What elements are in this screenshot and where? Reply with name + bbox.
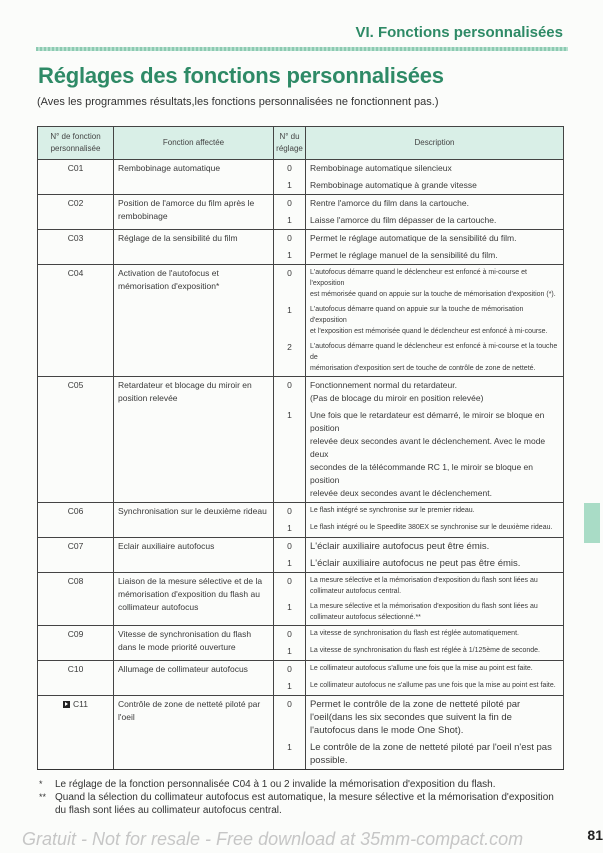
setting-description-cell — [306, 626, 564, 644]
setting-description-cell — [306, 599, 564, 626]
header-setting-number — [274, 127, 306, 160]
function-name: Vitesse de synchronisation du flash dans le mode priorité ouverture — [114, 626, 274, 661]
setting-description: Laisse l'amorce du film dépasser de la cartouche. — [310, 215, 497, 225]
section-side-tab — [584, 503, 600, 543]
page-number: 81 — [583, 827, 603, 843]
table-row — [38, 230, 564, 248]
setting-description-cell — [306, 696, 564, 740]
setting-number: 0 — [274, 195, 306, 213]
function-name: Rembobinage automatique — [114, 160, 274, 195]
function-number-text: C04 — [67, 268, 84, 278]
table-body — [38, 160, 564, 770]
function-number-text: C09 — [67, 629, 84, 639]
setting-description-cell — [306, 230, 564, 248]
header-num-line1: N° de fonction — [50, 131, 101, 141]
function-number-text: C07 — [67, 541, 84, 551]
table-row — [38, 661, 564, 679]
footnote-mark: ** — [39, 792, 47, 802]
setting-number: 0 — [274, 377, 306, 408]
function-name: Eclair auxiliaire autofocus — [114, 538, 274, 573]
function-number — [38, 230, 114, 265]
setting-description: possible. — [310, 755, 348, 766]
table-row — [38, 195, 564, 213]
setting-description-cell — [306, 407, 564, 503]
setting-number: 0 — [274, 230, 306, 248]
setting-number: 0 — [274, 573, 306, 600]
function-number — [38, 538, 114, 573]
function-name: Liaison de la mesure sélective et de la mémorisation d'exposition du flash au collimateur autofocus — [114, 573, 274, 626]
function-number — [38, 377, 114, 503]
setting-description: (Pas de blocage du miroir en position relevée) — [310, 393, 484, 403]
function-number-text: C08 — [67, 576, 84, 586]
setting-number: 1 — [274, 407, 306, 503]
function-number-text: C05 — [67, 380, 84, 390]
header-num-line2: personnalisée — [50, 144, 101, 153]
setting-description: collimateur autofocus central. — [310, 588, 402, 595]
custom-functions-table — [37, 126, 564, 770]
footnote — [37, 791, 564, 817]
page-subtitle: (Aves les programmes résultats,les fonctions personnalisées ne fonctionnent pas.) — [37, 96, 439, 108]
footnotes — [37, 778, 564, 817]
function-name: Réglage de la sensibilité du film — [114, 230, 274, 265]
footnote — [37, 778, 564, 791]
setting-number: 1 — [274, 212, 306, 230]
footnote-text: Quand la sélection du collimateur autofocus est automatique, la mesure sélective et la mémorisation d'exposition du flash sont liées au collimateur autofocus central. — [55, 792, 554, 816]
setting-description: La mesure sélective et la mémorisation d'exposition du flash sont liées au — [310, 603, 538, 610]
table-row — [38, 538, 564, 556]
header-description: Description — [306, 127, 564, 160]
setting-description: Le flash intégré se synchronise sur le premier rideau. — [310, 507, 475, 514]
table-row — [38, 377, 564, 408]
setting-description-cell — [306, 212, 564, 230]
setting-description: La vitesse de synchronisation du flash est réglée automatiquement. — [310, 630, 519, 637]
setting-number: 1 — [274, 678, 306, 696]
table-row — [38, 160, 564, 178]
function-number-text: C03 — [67, 233, 84, 243]
table-row — [38, 626, 564, 644]
function-number — [38, 661, 114, 696]
setting-number: 2 — [274, 339, 306, 377]
function-name: Retardateur et blocage du miroir en position relevée — [114, 377, 274, 503]
setting-description-cell — [306, 555, 564, 573]
header-setting-line1: N° du — [279, 131, 300, 141]
setting-number: 1 — [274, 247, 306, 265]
setting-number: 0 — [274, 538, 306, 556]
function-number — [38, 626, 114, 661]
footer — [22, 827, 603, 853]
setting-number: 0 — [274, 626, 306, 644]
setting-description: La mesure sélective et la mémorisation d'exposition du flash sont liées au — [310, 577, 538, 584]
function-number — [38, 265, 114, 377]
header-setting-line2: réglage — [276, 144, 303, 153]
setting-description: L'autofocus démarre quand le déclencheur est enfoncé à mi-course et l'exposition — [310, 269, 527, 287]
table-row — [38, 503, 564, 521]
setting-description-cell — [306, 160, 564, 178]
page-title: Réglages des fonctions personnalisées — [38, 63, 444, 88]
setting-description: relevée deux secondes avant le déclenchement. — [310, 488, 492, 498]
function-number — [38, 696, 114, 770]
setting-description: L'éclair auxiliaire autofocus ne peut pas être émis. — [310, 558, 521, 569]
footnote-mark: * — [39, 779, 43, 789]
table-row — [38, 265, 564, 303]
watermark: Gratuit - Not for resale - Free download at 35mm-compact.com — [22, 829, 524, 849]
setting-description-cell — [306, 503, 564, 521]
setting-description: Le contrôle de la zone de netteté piloté par l'oeil n'est pas — [310, 742, 552, 753]
setting-description: Permet le réglage manuel de la sensibilité du film. — [310, 250, 498, 260]
setting-description: secondes de la télécommande RC 1, le miroir se bloque en position — [310, 462, 534, 485]
setting-description: relevée deux secondes avant le déclenchement. Avec le mode deux — [310, 436, 546, 459]
header-function-number — [38, 127, 114, 160]
setting-number: 1 — [274, 599, 306, 626]
setting-description: L'éclair auxiliaire autofocus peut être émis. — [310, 541, 490, 552]
setting-number: 1 — [274, 520, 306, 538]
setting-description: L'autofocus démarre quand on appuie sur la touche de mémorisation d'exposition — [310, 306, 524, 324]
function-name: Contrôle de zone de netteté piloté par l'oeil — [114, 696, 274, 770]
setting-description-cell — [306, 520, 564, 538]
function-name: Activation de l'autofocus et mémorisation d'exposition* — [114, 265, 274, 377]
setting-number: 0 — [274, 503, 306, 521]
setting-description: Rembobinage automatique silencieux — [310, 163, 452, 173]
setting-description: Permet le contrôle de la zone de netteté piloté par — [310, 699, 521, 710]
function-number-text: C11 — [73, 699, 88, 709]
function-number — [38, 195, 114, 230]
new-function-icon — [63, 701, 70, 708]
section-title: VI. Fonctions personnalisées — [355, 24, 563, 41]
function-number — [38, 160, 114, 195]
setting-number: 0 — [274, 696, 306, 740]
setting-description: Fonctionnement normal du retardateur. — [310, 380, 457, 390]
setting-number: 1 — [274, 739, 306, 770]
setting-description-cell — [306, 265, 564, 303]
setting-description: Une fois que le retardateur est démarré, le miroir se bloque en position — [310, 410, 545, 433]
table-row — [38, 696, 564, 740]
setting-number: 0 — [274, 265, 306, 303]
function-number-text: C02 — [67, 198, 84, 208]
setting-description: L'autofocus démarre quand le déclencheur est enfoncé à mi-course et la touche de — [310, 343, 558, 361]
setting-description-cell — [306, 678, 564, 696]
header-function: Fonction affectée — [114, 127, 274, 160]
setting-description-cell — [306, 538, 564, 556]
setting-number: 1 — [274, 555, 306, 573]
setting-description: Rembobinage automatique à grande vitesse — [310, 180, 477, 190]
table-row — [38, 573, 564, 600]
setting-description: mémorisation d'exposition sert de touche de contrôle de zone de netteté. — [310, 365, 536, 372]
setting-number: 1 — [274, 643, 306, 661]
setting-description: Le flash intégré ou le Speedlite 380EX se synchronise sur le deuxième rideau. — [310, 524, 553, 531]
setting-description-cell — [306, 643, 564, 661]
function-number-text: C10 — [67, 664, 84, 674]
setting-number: 0 — [274, 160, 306, 178]
setting-number: 0 — [274, 661, 306, 679]
setting-description-cell — [306, 339, 564, 377]
setting-description: et l'exposition est mémorisée quand le déclencheur est enfoncé à mi-course. — [310, 328, 548, 335]
function-name: Position de l'amorce du film après le rembobinage — [114, 195, 274, 230]
function-number-text: C01 — [67, 163, 84, 173]
setting-description: est mémorisée quand on appuie sur la touche de mémorisation d'exposition (*). — [310, 291, 556, 298]
setting-description-cell — [306, 247, 564, 265]
setting-description-cell — [306, 739, 564, 770]
setting-number: 1 — [274, 177, 306, 195]
setting-description: Le collimateur autofocus ne s'allume pas une fois que la mise au point est faite. — [310, 682, 556, 689]
setting-description-cell — [306, 377, 564, 408]
table-header-row — [38, 127, 564, 160]
footnote-text: Le réglage de la fonction personnalisée C04 à 1 ou 2 invalide la mémorisation d'exposition du flash. — [55, 779, 496, 790]
setting-description: La vitesse de synchronisation du flash est réglée à 1/125ème de seconde. — [310, 647, 540, 654]
setting-description: Rentre l'amorce du film dans la cartouche. — [310, 198, 469, 208]
setting-description-cell — [306, 661, 564, 679]
setting-description: Permet le réglage automatique de la sensibilité du film. — [310, 233, 517, 243]
function-name: Synchronisation sur le deuxième rideau — [114, 503, 274, 538]
setting-number: 1 — [274, 302, 306, 339]
setting-description-cell — [306, 573, 564, 600]
setting-description: Le collimateur autofocus s'allume une fois que la mise au point est faite. — [310, 665, 533, 672]
function-number-text: C06 — [67, 506, 84, 516]
setting-description: collimateur autofocus sélectionné.** — [310, 614, 421, 621]
setting-description: l'oeil(dans les six secondes que suivent la fin de — [310, 712, 512, 723]
setting-description-cell — [306, 302, 564, 339]
setting-description-cell — [306, 195, 564, 213]
function-number — [38, 503, 114, 538]
function-number — [38, 573, 114, 626]
setting-description-cell — [306, 177, 564, 195]
setting-description: l'autofocus dans le mode One Shot). — [310, 725, 464, 736]
function-name: Allumage de collimateur autofocus — [114, 661, 274, 696]
